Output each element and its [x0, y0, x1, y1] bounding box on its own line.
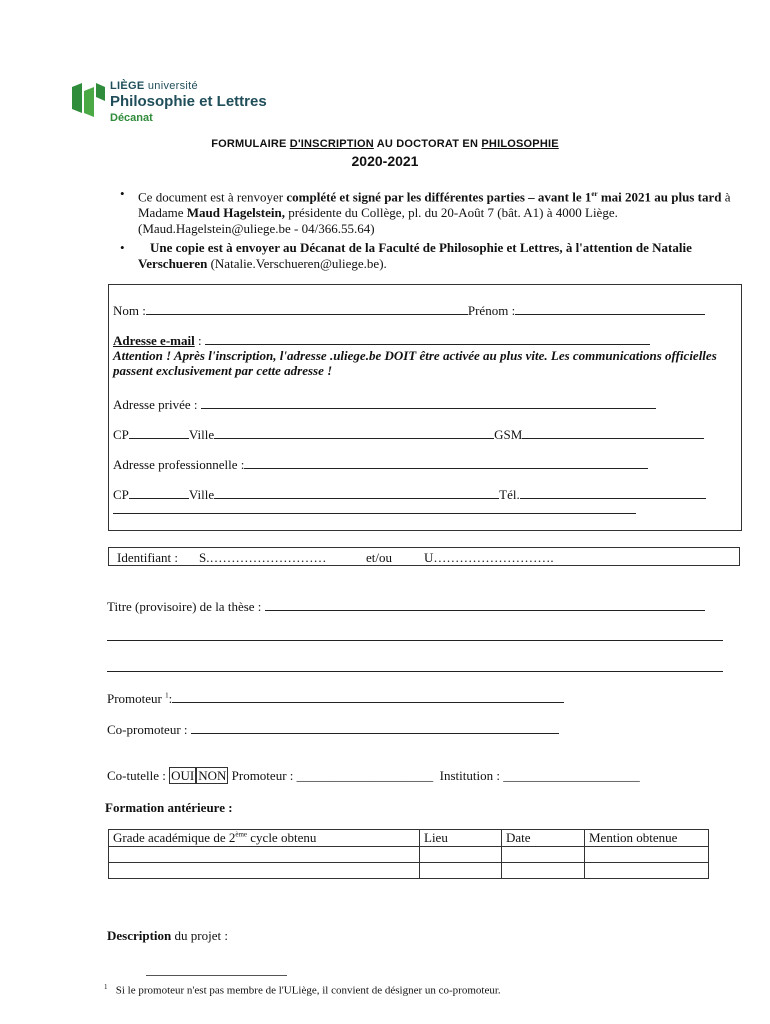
gsm-label: GSM — [494, 427, 523, 442]
identifiant-label: Identifiant : — [117, 550, 179, 565]
copromoteur-row — [107, 721, 559, 738]
cotutelle-label: Co-tutelle : — [107, 768, 166, 783]
header-lieu: Lieu — [420, 830, 502, 847]
table-row — [109, 863, 709, 879]
email-attention-note: Attention ! Après l'inscription, l'adresse .uliege.be DOIT être activée au plus vite. Les communications officielles passent exclusivement par cette adresse ! — [113, 348, 717, 378]
titre-these-row — [107, 598, 705, 615]
form-title: FORMULAIRE D'INSCRIPTION AU DOCTORAT EN PHILOSOPHIE — [211, 138, 559, 150]
logo-university: LIÈGE université — [110, 80, 198, 92]
description-heading: Description du projet : — [107, 928, 228, 943]
cotutelle-non-option[interactable]: NON — [198, 768, 227, 783]
adresse-privee-label: Adresse privée : — [113, 397, 198, 412]
adresse-pro-field[interactable] — [244, 456, 648, 469]
academic-year: 2020-2021 — [351, 153, 419, 169]
cp-pro-field[interactable] — [129, 486, 189, 499]
identifiant-etou: et/ou — [366, 550, 392, 565]
cotutelle-promoteur-field[interactable]: Promoteur : _____________________ — [231, 768, 434, 783]
adresse-privee-row — [113, 396, 656, 413]
cp-label: CP — [113, 427, 129, 442]
email-label: Adresse e-mail — [113, 333, 195, 348]
cell-mention[interactable] — [585, 863, 709, 879]
nom-label: Nom : — [113, 303, 146, 318]
cp-field[interactable] — [129, 426, 189, 439]
identifiant-u-field[interactable]: U………………………. — [424, 550, 554, 565]
titre-these-line-2[interactable] — [107, 640, 723, 641]
nom-row — [113, 302, 705, 319]
cp-pro-label: CP — [113, 487, 129, 502]
logo-department: Décanat — [110, 112, 153, 124]
footnote-ref: 1 — [165, 691, 169, 700]
cell-date[interactable] — [502, 863, 585, 879]
uliege-logo-icon — [72, 83, 106, 117]
table-row — [109, 847, 709, 863]
ville-pro-field[interactable] — [214, 486, 499, 499]
ville-field[interactable] — [214, 426, 494, 439]
table-header-row — [109, 830, 709, 847]
cell-lieu[interactable] — [420, 847, 502, 863]
promoteur-row: Promoteur $^1$: — [107, 690, 564, 707]
formation-table — [108, 829, 709, 879]
email-field[interactable] — [205, 332, 650, 345]
cell-grade[interactable] — [109, 863, 420, 879]
cp-ville-tel-row — [113, 486, 706, 503]
adresse-privee-field[interactable] — [201, 396, 656, 409]
formation-heading: Formation antérieure : — [105, 800, 233, 815]
header-date: Date — [502, 830, 585, 847]
identifiant-s-field[interactable]: S.……………………… — [199, 550, 327, 565]
logo-faculty: Philosophie et Lettres — [110, 93, 267, 110]
extra-address-line[interactable] — [113, 513, 636, 514]
cotutelle-oui-option[interactable]: OUI — [171, 768, 195, 783]
cell-grade[interactable] — [109, 847, 420, 863]
cotutelle-institution-field[interactable]: Institution : _____________________ — [439, 768, 640, 783]
titre-these-field[interactable] — [265, 598, 705, 611]
ville-label: Ville — [188, 427, 215, 442]
copromoteur-label: Co-promoteur : — [107, 722, 188, 737]
cell-lieu[interactable] — [420, 863, 502, 879]
promoteur-field[interactable] — [172, 690, 564, 703]
prenom-field[interactable] — [515, 302, 705, 315]
footnote: $^1$ Si le promoteur n'est pas membre de l'ULiège, il convient de désigner un co-promoteur. — [104, 983, 501, 997]
adresse-pro-label: Adresse professionnelle : — [113, 457, 245, 472]
adresse-pro-row — [113, 456, 648, 473]
cell-mention[interactable] — [585, 847, 709, 863]
promoteur-label: Promoteur — [107, 691, 162, 706]
gsm-field[interactable] — [522, 426, 704, 439]
nom-field[interactable] — [146, 302, 468, 315]
footnote-separator — [146, 975, 287, 976]
cell-date[interactable] — [502, 847, 585, 863]
prenom-label: Prénom : — [467, 303, 516, 318]
titre-these-label: Titre (provisoire) de la thèse : — [107, 599, 262, 614]
ville-pro-label: Ville — [188, 487, 215, 502]
titre-these-line-3[interactable] — [107, 671, 723, 672]
header-mention: Mention obtenue — [585, 830, 709, 847]
copromoteur-field[interactable] — [191, 721, 559, 734]
cp-ville-gsm-row — [113, 426, 704, 443]
header-grade: Grade académique de 2ème cycle obtenu — [109, 830, 420, 847]
tel-field[interactable] — [520, 486, 706, 499]
tel-label: Tél. — [499, 487, 520, 502]
university-logo — [72, 80, 302, 128]
email-row: Adresse e-mail : — [113, 332, 650, 349]
cotutelle-row — [107, 768, 640, 784]
